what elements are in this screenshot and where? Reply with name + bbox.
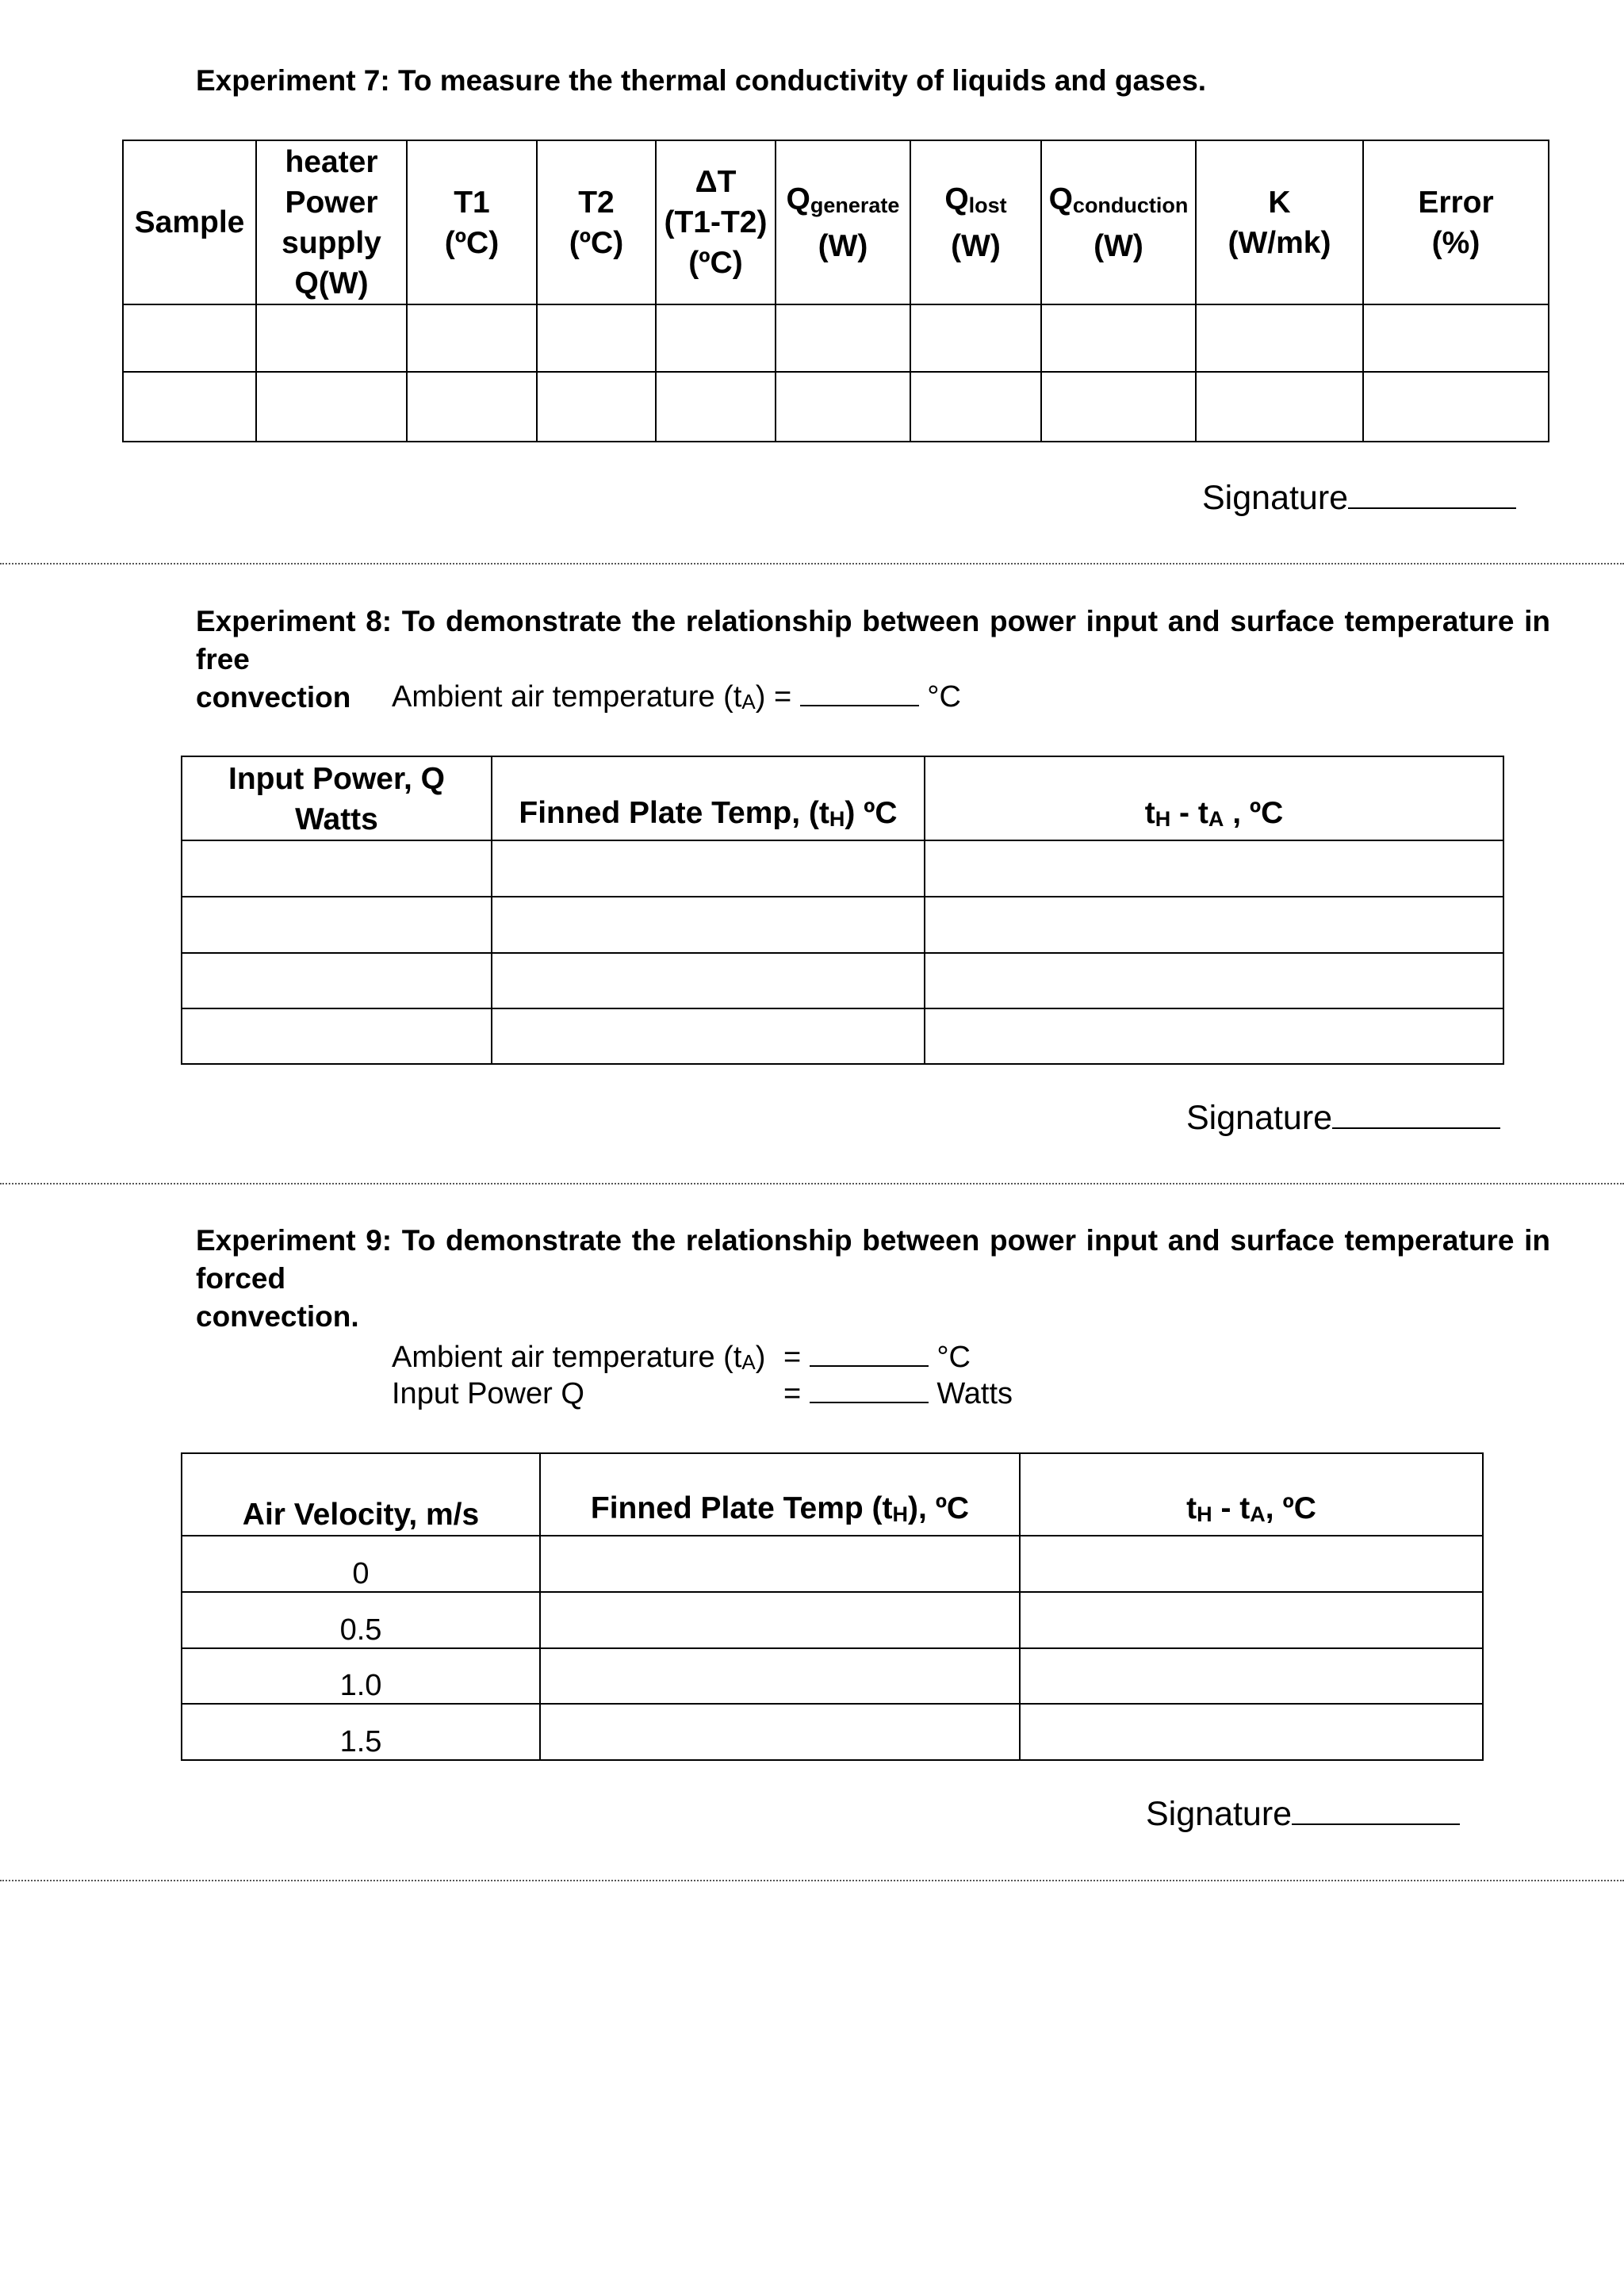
exp7-signature[interactable]: Signature — [1202, 477, 1516, 518]
table-cell[interactable] — [1020, 1704, 1483, 1760]
table-cell[interactable] — [182, 1008, 492, 1064]
table-cell[interactable] — [537, 372, 656, 442]
table-cell[interactable] — [925, 1008, 1503, 1064]
table-cell[interactable] — [492, 897, 925, 953]
table-cell[interactable] — [1196, 304, 1363, 372]
col-air-velocity: Air Velocity, m/s — [182, 1453, 540, 1536]
exp9-header-row — [182, 1453, 1483, 1536]
exp7-title: Experiment 7: To measure the thermal conductivity of liquids and gases. — [196, 64, 1207, 97]
table-cell[interactable] — [910, 372, 1041, 442]
table-cell[interactable] — [540, 1648, 1020, 1704]
velocity-cell: 0.5 — [182, 1592, 540, 1648]
exp8-table — [181, 756, 1504, 1065]
divider — [0, 1880, 1624, 1881]
table-cell[interactable] — [492, 953, 925, 1008]
col-finned-plate-temp: Finned Plate Temp, $(t_H)$ ºC — [492, 756, 925, 840]
table-cell[interactable] — [1041, 304, 1196, 372]
table-row — [123, 304, 1549, 372]
exp9-signature[interactable]: Signature — [1146, 1793, 1460, 1834]
table-cell[interactable] — [492, 840, 925, 897]
col-finned-plate-temp: Finned Plate Temp $(t_H)$, ºC — [540, 1453, 1020, 1536]
col-t1: T1 (ºC) — [407, 140, 537, 304]
col-q-conduction: $Q_{conduction}$ (W) — [1041, 140, 1196, 304]
table-cell[interactable] — [1020, 1592, 1483, 1648]
table-row — [182, 1704, 1483, 1760]
table-cell[interactable] — [540, 1536, 1020, 1592]
table-cell[interactable] — [776, 304, 910, 372]
table-cell[interactable] — [540, 1592, 1020, 1648]
ambient-temp-blank[interactable] — [810, 1341, 929, 1367]
table-row — [182, 1536, 1483, 1592]
velocity-cell: 1.0 — [182, 1648, 540, 1704]
table-cell[interactable] — [492, 1008, 925, 1064]
table-cell[interactable] — [256, 372, 407, 442]
table-row — [182, 1008, 1503, 1064]
table-cell[interactable] — [1363, 372, 1549, 442]
table-row — [182, 1592, 1483, 1648]
exp7-table — [122, 140, 1549, 442]
table-cell[interactable] — [925, 897, 1503, 953]
col-q-generate: $Q_{generate}$ (W) — [776, 140, 910, 304]
exp9-table — [181, 1452, 1484, 1761]
table-cell[interactable] — [407, 304, 537, 372]
exp7-header-row — [123, 140, 1549, 304]
table-row — [182, 1648, 1483, 1704]
table-row — [182, 840, 1503, 897]
col-error: Error (%) — [1363, 140, 1549, 304]
table-cell[interactable] — [1020, 1648, 1483, 1704]
col-k: K (W/mk) — [1196, 140, 1363, 304]
exp8-signature[interactable]: Signature — [1186, 1097, 1500, 1138]
exp9-ambient-temperature: Ambient air temperature $(t_A)$ — [392, 1341, 766, 1374]
velocity-cell: 0 — [182, 1536, 540, 1592]
col-temp-difference: $t_H - t_A$, ºC — [1020, 1453, 1483, 1536]
table-cell[interactable] — [256, 304, 407, 372]
input-power-blank[interactable] — [810, 1378, 929, 1403]
exp9-ambient-eq: = °C — [783, 1341, 971, 1374]
divider — [0, 1183, 1624, 1184]
table-cell[interactable] — [182, 953, 492, 1008]
table-cell[interactable] — [1020, 1536, 1483, 1592]
table-cell[interactable] — [182, 897, 492, 953]
table-cell[interactable] — [776, 372, 910, 442]
table-cell[interactable] — [123, 372, 256, 442]
exp9-power-eq: = Watts — [783, 1377, 1013, 1410]
exp8-header-row — [182, 756, 1503, 840]
table-cell[interactable] — [656, 372, 776, 442]
table-cell[interactable] — [123, 304, 256, 372]
table-cell[interactable] — [182, 840, 492, 897]
table-row — [182, 953, 1503, 1008]
table-cell[interactable] — [656, 304, 776, 372]
table-cell[interactable] — [540, 1704, 1020, 1760]
exp9-input-power: Input Power Q — [392, 1377, 584, 1410]
table-cell[interactable] — [537, 304, 656, 372]
table-cell[interactable] — [925, 840, 1503, 897]
col-delta-t: ΔT (T1-T2) (ºC) — [656, 140, 776, 304]
table-cell[interactable] — [1041, 372, 1196, 442]
table-cell[interactable] — [1363, 304, 1549, 372]
col-q-lost: $Q_{lost}$ (W) — [910, 140, 1041, 304]
col-heater-power: heater Power supply Q(W) — [256, 140, 407, 304]
exp8-ambient-temperature: Ambient air temperature $(t_A) = ^\circ C$ — [392, 680, 961, 714]
col-sample: Sample — [123, 140, 256, 304]
exp9-title: Experiment 9: To demonstrate the relationship between power input and surface temperature in forced convection. — [196, 1224, 1550, 1333]
velocity-cell: 1.5 — [182, 1704, 540, 1760]
exp8-title: Experiment 8: To demonstrate the relationship between power input and surface temperature in free convection — [196, 605, 1550, 714]
table-cell[interactable] — [1196, 372, 1363, 442]
table-row — [123, 372, 1549, 442]
table-cell[interactable] — [925, 953, 1503, 1008]
table-cell[interactable] — [910, 304, 1041, 372]
col-temp-difference: $t_H - t_A$ , ºC — [925, 756, 1503, 840]
ambient-temp-blank[interactable] — [800, 681, 919, 706]
table-cell[interactable] — [407, 372, 537, 442]
col-input-power: Input Power, Q Watts — [182, 756, 492, 840]
divider — [0, 563, 1624, 564]
table-row — [182, 897, 1503, 953]
col-t2: T2 (ºC) — [537, 140, 656, 304]
